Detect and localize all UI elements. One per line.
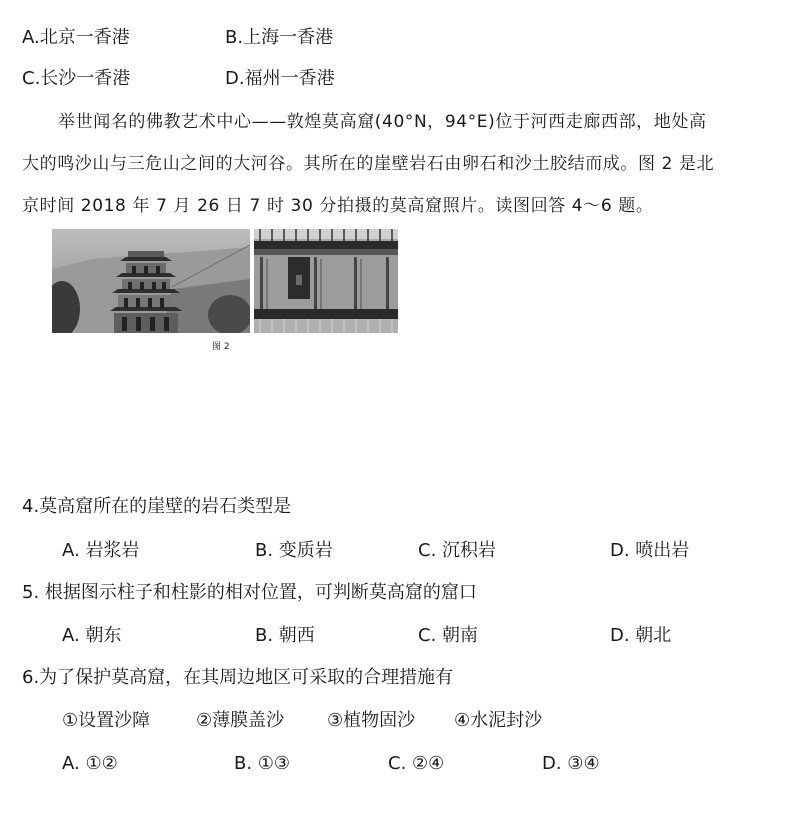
passage-line-1: 举世闻名的佛教艺术中心——敦煌莫高窟(40°N，94°E)位于河西走廊西部，地处高	[58, 112, 707, 132]
q4-stem: 4.莫高窟所在的崖壁的岩石类型是	[22, 496, 292, 517]
q6-option-d: D. ③④	[542, 753, 600, 774]
q5-stem: 5. 根据图示柱子和柱影的相对位置，可判断莫高窟的窟口	[22, 582, 477, 603]
q6-measure-4: ④水泥封沙	[454, 710, 543, 731]
q4-option-d: D. 喷出岩	[610, 540, 690, 561]
q6-measure-1: ①设置沙障	[62, 710, 151, 731]
passage-line-3: 京时间 2018 年 7 月 26 日 7 时 30 分拍摄的莫高窟照片。读图回答 4～6 题。	[22, 196, 654, 216]
q5-option-d: D. 朝北	[610, 625, 672, 646]
q6-option-c: C. ②④	[388, 753, 445, 774]
photo-pagoda	[52, 229, 252, 333]
q3-option-b: B.上海一香港	[225, 27, 334, 48]
q3-option-a: A.北京一香港	[22, 27, 130, 48]
q3-option-d: D.福州一香港	[225, 68, 335, 89]
q4-option-a: A. 岩浆岩	[62, 540, 140, 561]
q6-option-b: B. ①③	[234, 753, 291, 774]
q5-option-a: A. 朝东	[62, 625, 122, 646]
q6-stem: 6.为了保护莫高窟，在其周边地区可采取的合理措施有	[22, 667, 454, 688]
q5-option-c: C. 朝南	[418, 625, 479, 646]
q4-option-c: C. 沉积岩	[418, 540, 497, 561]
q3-option-c: C.长沙一香港	[22, 68, 131, 89]
q6-option-a: A. ①②	[62, 753, 118, 774]
figure-2-photos	[52, 229, 398, 333]
q5-option-b: B. 朝西	[255, 625, 315, 646]
passage-line-2: 大的鸣沙山与三危山之间的大河谷。其所在的崖壁岩石由卵石和沙土胶结而成。图 2 是北	[22, 154, 715, 174]
figure-caption: 图 2	[212, 342, 230, 352]
q6-measure-2: ②薄膜盖沙	[196, 710, 285, 731]
photo-columns-closeup	[254, 229, 398, 333]
passage	[22, 110, 782, 236]
q4-option-b: B. 变质岩	[255, 540, 333, 561]
q6-measure-3: ③植物固沙	[327, 710, 416, 731]
